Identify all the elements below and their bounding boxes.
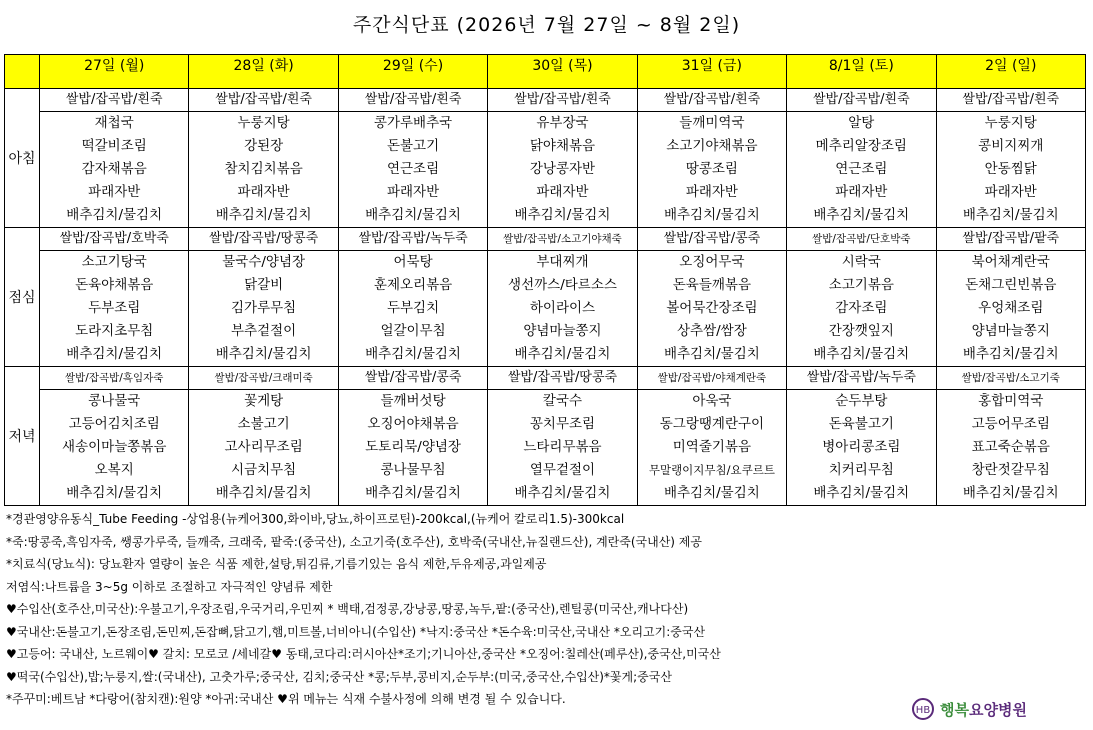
dish-item: 얼갈이무침 [380,323,446,339]
meal-row [5,367,1086,506]
dish-item: 닭야채볶음 [529,138,596,154]
menu-cell [338,89,487,228]
rice-porridge-item: 쌀밥/잡곡밥/녹두죽 [339,228,487,251]
dish-item: 콩비지찌개 [978,138,1044,154]
dish-item: 배추김치/물김치 [962,485,1059,501]
rice-porridge-item: 쌀밥/잡곡밥/흰죽 [638,89,786,112]
rice-porridge-item: 쌀밥/잡곡밥/흰죽 [40,89,188,112]
dish-item: 양념마늘쫑지 [523,323,602,339]
menu-cell [637,367,786,506]
menu-cell [40,89,189,228]
rice-porridge-item: 쌀밥/잡곡밥/흑임자죽 [40,367,188,390]
dish-item: 돈육야채볶음 [75,277,154,293]
dish-item: 두부조림 [88,300,141,316]
dish-item: 고등어무조림 [971,416,1050,432]
dish-item: 소고기야채볶음 [666,138,758,154]
dish-item: 미역줄기볶음 [672,439,752,455]
rice-porridge-item: 쌀밥/잡곡밥/땅콩죽 [488,367,636,390]
note-line: *주꾸미:베트남 *다랑어(참치캔):원양 *아귀:국내산 ♥위 메뉴는 식재 수불사정에 의해 변경 될 수 있습니다. [6,692,566,706]
rice-porridge-item: 쌀밥/잡곡밥/소고기야채죽 [488,228,636,251]
dish-item: 감자채볶음 [81,161,147,177]
dish-item: 배추김치/물김치 [365,485,461,501]
dish-item: 훈제오리볶음 [373,277,453,293]
dish-item: 연근조림 [835,161,888,177]
menu-cell [40,367,189,506]
dish-item: 연근조림 [386,161,440,177]
dish-item: 도라지초무침 [75,323,154,339]
day-header-row [5,55,1086,89]
menu-cell [189,89,338,228]
dish-item: 들깨버섯탕 [380,393,446,409]
note-line: ♥떡국(수입산),밥;누룽지,쌀:(국내산), 고춧가루;중국산, 김치;중국산 *콩;두부,콩비지,순두부:(미국,중국산,수입산)*꽃게;중국산 [6,669,672,684]
note-line: *치료식(당뇨식): 당뇨환자 열량이 높은 식품 제한,설탕,튀김류,기름기있는 음식 제한,두유제공,과일제공 [6,557,547,571]
dish-item: 배추김치/물김치 [663,485,760,501]
dish-item: 강낭콩자반 [529,161,596,177]
rice-porridge-item: 쌀밥/잡곡밥/땅콩죽 [189,228,337,251]
dish-item: 배추김치/물김치 [663,207,760,223]
dish-item: 파래자반 [536,184,589,200]
dish-item: 고사리무조림 [224,439,303,455]
weekly-menu-table [4,54,1086,506]
dish-item: 돈육들깨볶음 [672,277,752,293]
dish-item: 강된장 [244,138,284,154]
dish-item: 파래자반 [835,184,888,200]
dish-item: 배추김치/물김치 [962,346,1059,362]
dish-item: 부대찌개 [536,254,589,270]
menu-cell [936,89,1085,228]
dish-item: 느타리무볶음 [523,439,602,455]
dish-item: 두부김치 [386,300,440,316]
menu-cell [488,228,637,367]
day-header: 28일 (화) [189,55,338,89]
dish-item: 떡갈비조림 [81,138,147,154]
dish-item: 파래자반 [88,184,141,200]
menu-cell [40,228,189,367]
dish-item: 파래자반 [984,184,1037,200]
note-line: ♥국내산:돈불고기,돈장조림,돈민찌,돈잡뼈,닭고기,햄,미트볼,너비아니(수입산) *낙지:중국산 *돈수육:미국산,국내산 *오리고기:중국산 [6,624,706,639]
dish-item: 간장깻잎지 [828,323,894,339]
dish-item: 북어채계란국 [971,254,1050,270]
dish-item: 들깨미역국 [679,115,745,131]
dish-item: 메추리알장조림 [815,138,907,154]
menu-cell [637,89,786,228]
dish-item: 김가루무침 [231,300,297,316]
dish-item: 배추김치/물김치 [514,485,611,501]
rice-porridge-item: 쌀밥/잡곡밥/흰죽 [189,89,337,112]
rice-porridge-item: 쌀밥/잡곡밥/흰죽 [787,89,935,112]
note-line: *죽:땅콩죽,흑임자죽, 쌩콩가루죽, 들깨죽, 크래죽, 팥죽:(중국산), 소고기죽(호주산), 호박죽(국내산,뉴질랜드산), 계란죽(국내산) 제공 [6,534,702,549]
dish-item: 동그랑땡계란구이 [659,416,765,432]
dish-item: 알탕 [848,115,875,131]
note-line: 저염식:나트륨을 3~5g 이하로 조절하고 자극적인 양념류 제한 [6,579,333,594]
menu-cell [488,367,637,506]
dish-item: 오복지 [94,462,134,478]
rice-porridge-item: 쌀밥/잡곡밥/야채계란죽 [638,367,786,390]
day-header: 8/1일 (토) [787,55,936,89]
dish-item: 고등어김치조림 [68,416,160,432]
rice-porridge-item: 쌀밥/잡곡밥/콩죽 [339,367,487,390]
rice-porridge-item: 쌀밥/잡곡밥/소고기죽 [937,367,1085,390]
dish-item: 아욱국 [692,393,732,409]
notes-section [6,508,1086,711]
dish-item: 배추김치/물김치 [66,346,163,362]
dish-item: 재첩국 [94,115,134,131]
day-header: 30일 (목) [488,55,637,89]
dish-item: 배추김치/물김치 [365,346,461,362]
dish-item: 배추김치/물김치 [66,485,163,501]
dish-item: 배추김치/물김치 [215,346,312,362]
dish-item: 하이라이스 [529,300,596,316]
dish-item: 소불고기 [237,416,290,432]
meal-label: 저녁 [5,367,40,506]
day-header: 27일 (월) [40,55,189,89]
hospital-name: 행복요양병원 [940,700,1027,719]
day-header: 2일 (일) [936,55,1085,89]
dish-item: 배추김치/물김치 [813,207,910,223]
dish-item: 시락국 [841,254,881,270]
svg-text:HB: HB [915,705,931,716]
dish-item: 오징어야채볶음 [367,416,459,432]
rice-porridge-item: 쌀밥/잡곡밥/흰죽 [937,89,1085,112]
dish-item: 치커리무침 [828,462,894,478]
dish-item: 볼어묵간장조림 [666,300,758,316]
menu-cell [189,228,338,367]
dish-item: 양념마늘쫑지 [971,323,1050,339]
menu-cell [787,89,936,228]
dish-item: 생선까스/타르소스 [508,277,617,293]
menu-cell [936,228,1085,367]
meal-label: 아침 [5,89,40,228]
dish-item: 홍합미역국 [978,393,1044,409]
hospital-logo [910,696,1080,722]
menu-cell [488,89,637,228]
dish-item: 병아리콩조림 [822,439,901,455]
dish-item: 배추김치/물김치 [215,485,312,501]
meal-row [5,228,1086,367]
dish-item: 배추김치/물김치 [663,346,760,362]
rice-porridge-item: 쌀밥/잡곡밥/크래미죽 [189,367,337,390]
dish-item: 어묵탕 [393,254,433,270]
dish-item: 꽁치무조림 [529,416,596,432]
page-title: 주간식단표 (2026년 7월 27일 ~ 8월 2일) [352,14,741,36]
dish-item: 순두부탕 [835,393,888,409]
dish-item: 콩가루배추국 [373,115,453,131]
dish-item: 상추쌈/쌈장 [677,323,747,339]
dish-item: 배추김치/물김치 [215,207,312,223]
dish-item: 파래자반 [237,184,290,200]
note-line: *경관영양유동식_Tube Feeding -상업용(뉴케어300,화이바,당뇨,하이프로틴)-200kcal,(뉴케어 칼로리1.5)-300kcal [6,512,625,526]
day-header: 31일 (금) [637,55,786,89]
dish-item: 배추김치/물김치 [365,207,461,223]
note-line: ♥수입산(호주산,미국산):우불고기,우장조림,우국거리,우민찌 * 백태,검정콩,강낭콩,땅콩,녹두,팥:(중국산),렌틸콩(미국산,캐나다산) [6,602,689,616]
dish-item: 유부장국 [536,115,589,131]
dish-item: 무말랭이지무침/요쿠르트 [648,463,775,477]
dish-item: 파래자반 [685,184,738,200]
menu-cell [787,228,936,367]
dish-item: 시금치무침 [231,462,297,478]
dish-item: 돈육불고기 [828,416,894,432]
day-header: 29일 (수) [338,55,487,89]
rice-porridge-item: 쌀밥/잡곡밥/흰죽 [488,89,636,112]
dish-item: 땅콩조림 [685,161,738,177]
menu-cell [338,367,487,506]
dish-item: 물국수/양념장 [222,254,306,270]
dish-item: 칼국수 [542,393,583,409]
dish-item: 배추김치/물김치 [514,207,611,223]
dish-item: 누룽지탕 [984,115,1037,131]
dish-item: 꽃게탕 [244,393,284,409]
hospital-logo-icon [910,697,936,721]
dish-item: 배추김치/물김치 [813,485,910,501]
dish-item: 배추김치/물김치 [66,207,163,223]
rice-porridge-item: 쌀밥/잡곡밥/단호박죽 [787,228,935,251]
dish-item: 배추김치/물김치 [514,346,611,362]
rice-porridge-item: 쌀밥/잡곡밥/팥죽 [937,228,1085,251]
menu-cell [637,228,786,367]
dish-item: 배추김치/물김치 [962,207,1059,223]
rice-porridge-item: 쌀밥/잡곡밥/녹두죽 [787,367,935,390]
dish-item: 열무겉절이 [529,462,596,478]
menu-cell [338,228,487,367]
meal-row [5,89,1086,228]
meal-label: 점심 [5,228,40,367]
rice-porridge-item: 쌀밥/잡곡밥/콩죽 [638,228,786,251]
dish-item: 오징어무국 [679,254,745,270]
dish-item: 감자조림 [835,300,888,316]
dish-item: 표고죽순볶음 [971,439,1050,455]
dish-item: 소고기탕국 [81,254,147,270]
dish-item: 부추겉절이 [231,323,297,339]
dish-item: 창란젓갈무침 [971,462,1050,478]
dish-item: 새송이마늘쫑볶음 [62,439,167,455]
rice-porridge-item: 쌀밥/잡곡밥/흰죽 [339,89,487,112]
dish-item: 배추김치/물김치 [813,346,910,362]
dish-item: 돈채그린빈볶음 [965,277,1057,293]
dish-item: 참치김치볶음 [224,161,303,177]
corner-cell [5,55,40,89]
dish-item: 소고기볶음 [828,277,894,293]
rice-porridge-item: 쌀밥/잡곡밥/호박죽 [40,228,188,251]
menu-cell [189,367,338,506]
dish-item: 도토리묵/양념장 [365,439,461,455]
menu-cell [936,367,1085,506]
dish-item: 안동찜닭 [984,161,1037,177]
note-line: ♥고등어: 국내산, 노르웨이♥ 갈치: 모로코 /세네갈♥ 동태,코다리:러시아산*조기;기니아산,중국산 *오징어:칠레산(페루산),중국산,미국산 [6,647,721,661]
menu-cell [787,367,936,506]
dish-item: 우엉채조림 [978,300,1044,316]
dish-item: 돈불고기 [386,138,440,154]
dish-item: 콩나물국 [88,393,141,409]
dish-item: 파래자반 [386,184,440,200]
dish-item: 누룽지탕 [237,115,290,131]
dish-item: 콩나물무침 [380,462,446,478]
dish-item: 닭갈비 [244,277,284,293]
